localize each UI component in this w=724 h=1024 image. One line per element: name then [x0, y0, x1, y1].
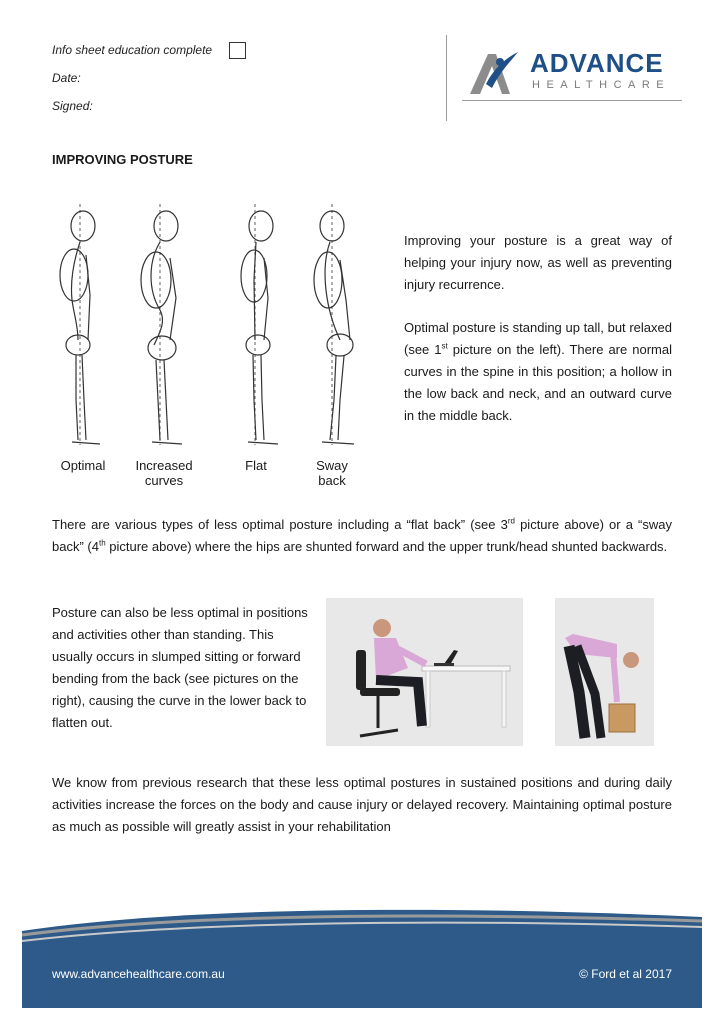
- figure-label-flat: Flat: [245, 458, 267, 473]
- skeleton-increased-curves-figure: [141, 204, 182, 445]
- sitting-bending-paragraph: Posture can also be less optimal in positions and activities other than standing. This usually occurs in slumped sitting or forward bending from the back (see pictures on the right), causing the curve in the lower back to flatten out.: [52, 605, 308, 730]
- signed-label: Signed:: [52, 99, 93, 113]
- posture-figures: [50, 200, 370, 455]
- intro-paragraph: Improving your posture is a great way of helping your injury now, as well as preventing injury recurrence.: [404, 233, 672, 292]
- logo-name: ADVANCE: [530, 48, 664, 78]
- figure-label-optimal: Optimal: [60, 458, 106, 473]
- figure-label-sway-back: Sway back: [316, 458, 348, 488]
- skeleton-optimal-figure: [60, 204, 100, 445]
- logo-subtitle: HEALTHCARE: [532, 79, 671, 91]
- footer-url[interactable]: www.advancehealthcare.com.au: [52, 967, 225, 981]
- skeleton-flat-figure: [241, 204, 278, 445]
- info-sheet-label: Info sheet education complete: [52, 43, 213, 57]
- slumped-sitting-photo: [326, 598, 523, 746]
- date-label: Date:: [52, 71, 81, 85]
- conclusion-paragraph: We know from previous research that these less optimal postures in sustained positions and during daily activities increase the forces on the body and cause injury or delayed recovery. Maintaining optimal posture as much as possible will greatly assist in your rehabilitation: [52, 775, 672, 834]
- logo-underline: [462, 100, 682, 101]
- less-optimal-paragraph: There are various types of less optimal posture including a “flat back” (see 3rd picture above) or a “sway back” (4th picture above) where the hips are shunted forward and the upper trunk/head shunted backwards.: [52, 516, 672, 554]
- footer-wave: [22, 905, 702, 950]
- figure-label-increased-curves: Increased curves: [135, 458, 193, 488]
- forward-bending-photo: [555, 598, 654, 746]
- skeleton-sway-back-figure: [314, 204, 354, 445]
- header-divider: [446, 35, 447, 121]
- advance-healthcare-logo: [462, 44, 684, 106]
- logo-mark-icon: [466, 48, 522, 98]
- optimal-posture-paragraph: Optimal posture is standing up tall, but relaxed (see 1st picture on the left). There are normal curves in the spine in this position; a hollow in the low back and neck, and an outward curve in the middle back.: [404, 320, 672, 423]
- section-title: IMPROVING POSTURE: [52, 152, 193, 167]
- footer-copyright: © Ford et al 2017: [579, 967, 672, 981]
- education-complete-checkbox[interactable]: [229, 42, 246, 59]
